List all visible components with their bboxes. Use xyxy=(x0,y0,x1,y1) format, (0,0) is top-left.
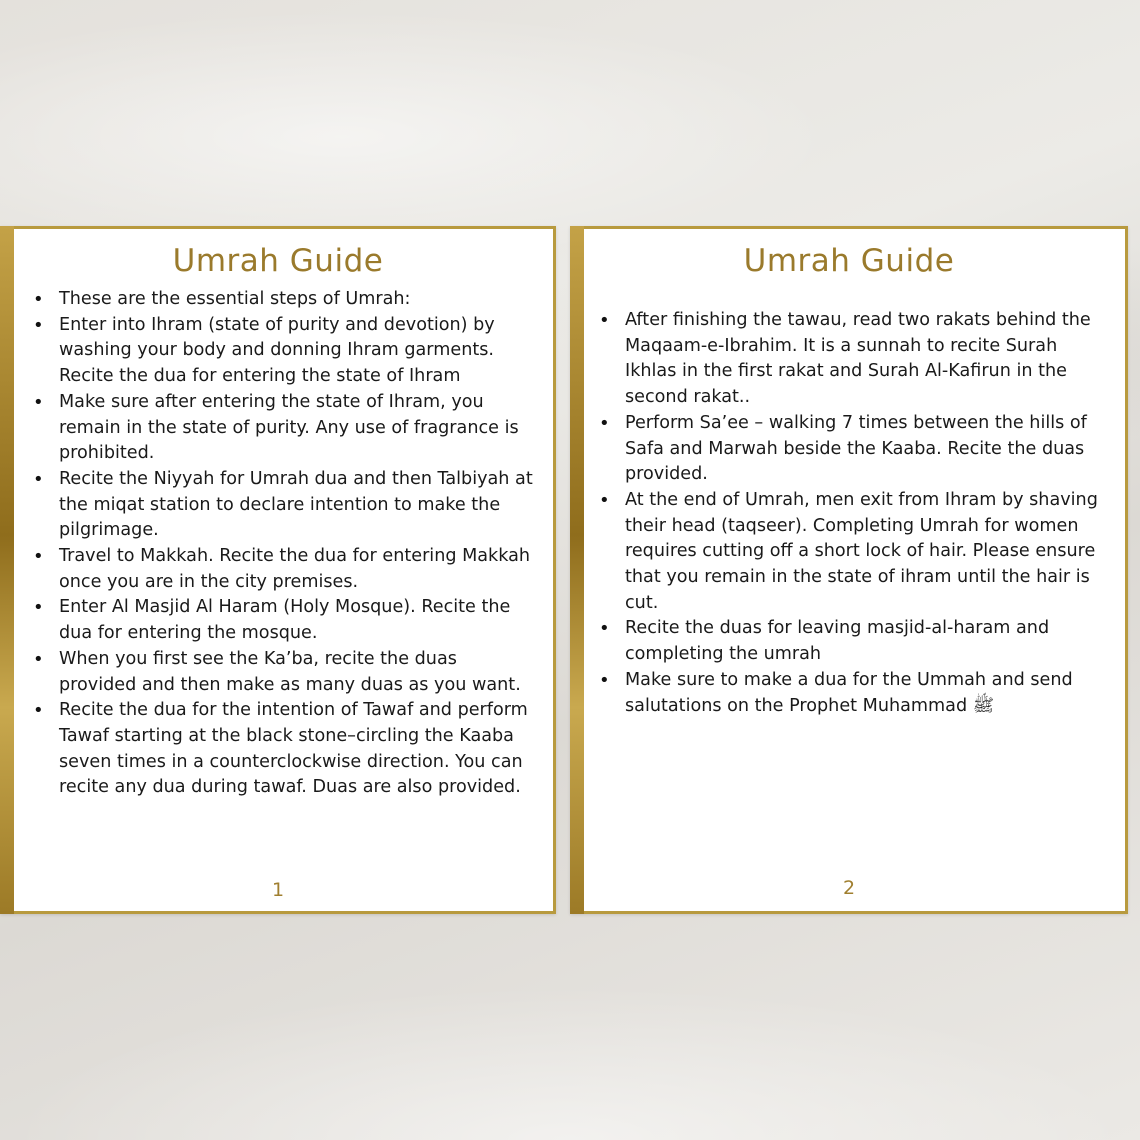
list-item: • After finishing the tawau, read two rakats behind the Maqaam-e-Ibrahim. It is a sunnah to recite Surah Ikhlas in the first rakat and Surah Al-Kafirun in the second rakat.. xyxy=(625,308,1107,411)
list-item: • Enter into Ihram (state of purity and devotion) by washing your body and donning Ihram garments. Recite the dua for entering the state of Ihram xyxy=(59,313,539,390)
list-item: • Recite the Niyyah for Umrah dua and then Talbiyah at the miqat station to declare intention to make the pilgrimage. xyxy=(59,467,539,544)
list-item: • Enter Al Masjid Al Haram (Holy Mosque). Recite the dua for entering the mosque. xyxy=(59,595,539,646)
list-item: • Make sure after entering the state of Ihram, you remain in the state of purity. Any use of fragrance is prohibited. xyxy=(59,390,539,467)
list-item: • Recite the duas for leaving masjid-al-haram and completing the umrah xyxy=(625,616,1107,667)
steps-list xyxy=(625,308,1107,719)
steps-list xyxy=(59,287,539,801)
page-number: 1 xyxy=(271,879,285,901)
page-title: Umrah Guide xyxy=(172,243,384,279)
list-item: • Make sure to make a dua for the Ummah and send salutations on the Prophet Muhammad ﷺ xyxy=(625,668,1107,719)
guide-page-1 xyxy=(0,226,556,914)
list-item: • Travel to Makkah. Recite the dua for entering Makkah once you are in the city premises. xyxy=(59,544,539,595)
list-item: • Recite the dua for the intention of Tawaf and perform Tawaf starting at the black stone–circling the Kaaba seven times in a counterclockwise direction. You can recite any dua during tawaf. Duas are also provided. xyxy=(59,698,539,801)
list-item: • These are the essential steps of Umrah: xyxy=(59,287,539,313)
list-item: • When you first see the Ka’ba, recite the duas provided and then make as many duas as you want. xyxy=(59,647,539,698)
guide-page-2 xyxy=(570,226,1128,914)
list-item: • Perform Sa’ee – walking 7 times between the hills of Safa and Marwah beside the Kaaba. Recite the duas provided. xyxy=(625,411,1107,488)
page-title: Umrah Guide xyxy=(743,243,955,279)
page-number: 2 xyxy=(842,877,856,899)
list-item: • At the end of Umrah, men exit from Ihram by shaving their head (taqseer). Completing Umrah for women requires cutting off a short lock of hair. Please ensure that you remain in the state of ihram until the hair is cut. xyxy=(625,488,1107,617)
